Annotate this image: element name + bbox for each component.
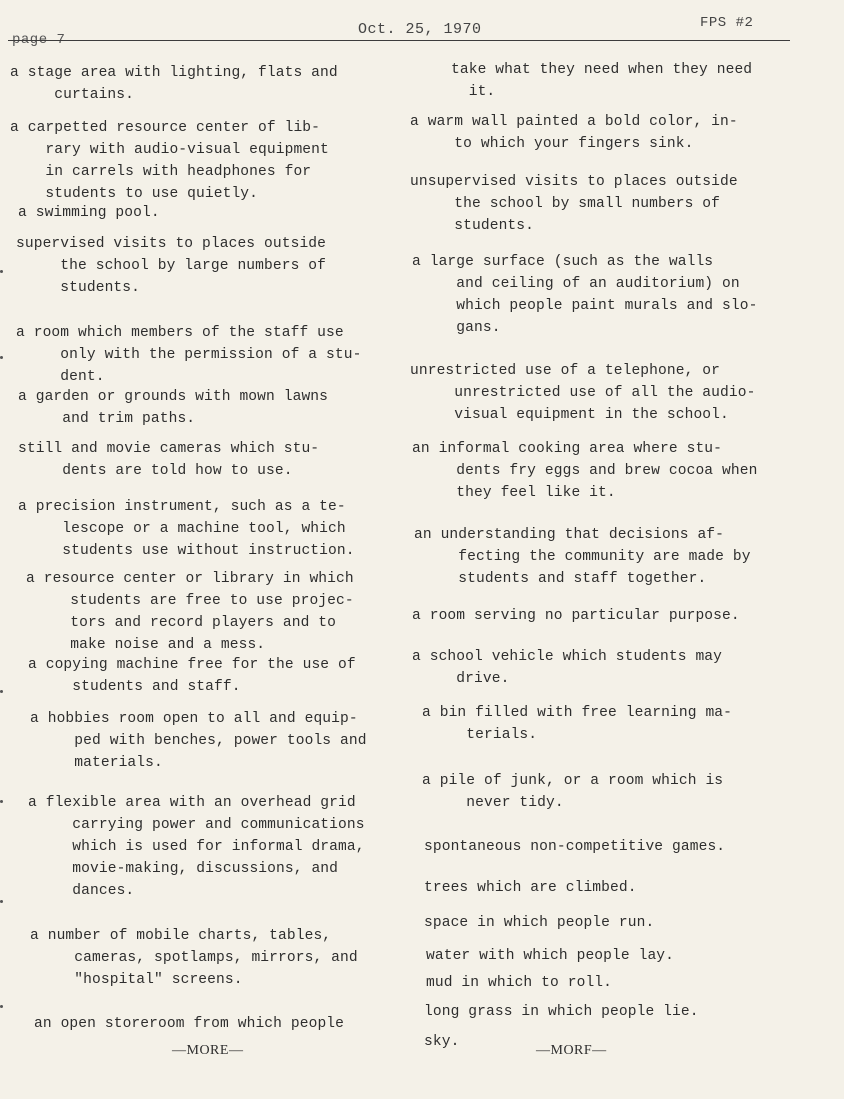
- right-list-item: space in which people run.: [424, 915, 655, 931]
- document-code: FPS #2: [700, 15, 754, 31]
- left-list-item: a precision instrument, such as a te- lescope or a machine tool, which students use without instruction.: [18, 499, 355, 559]
- right-list-item: a large surface (such as the walls and ceiling of an auditorium) on which people paint murals and slo- gans.: [412, 254, 758, 336]
- right-list-item: a bin filled with free learning ma- terials.: [422, 705, 733, 743]
- right-list-item: a pile of junk, or a room which is never tidy.: [422, 773, 724, 811]
- margin-mark: [0, 900, 3, 903]
- right-list-item: water with which people lay.: [426, 948, 675, 964]
- margin-mark: [0, 1005, 3, 1008]
- right-list-item: a room serving no particular purpose.: [412, 608, 740, 624]
- right-list-item: a warm wall painted a bold color, in- to which your fingers sink.: [410, 114, 738, 152]
- left-list-item: a room which members of the staff use only with the permission of a stu- dent.: [16, 325, 362, 385]
- right-more-label: —MORF—: [536, 1043, 607, 1058]
- left-list-item: still and movie cameras which stu- dents are told how to use.: [18, 441, 320, 479]
- right-list-item: long grass in which people lie.: [424, 1004, 699, 1020]
- right-list-item: an informal cooking area where stu- dents fry eggs and brew cocoa when they feel like it.: [412, 441, 758, 501]
- margin-mark: [0, 800, 3, 803]
- right-list-item: unrestricted use of a telephone, or unrestricted use of all the audio- visual equipment in the school.: [410, 363, 756, 423]
- left-list-item: a carpetted resource center of lib- rary with audio-visual equipment in carrels with headphones for students to use quietly.: [10, 120, 329, 202]
- left-more-label: —MORE—: [172, 1043, 244, 1058]
- left-list-item: a stage area with lighting, flats and curtains.: [10, 65, 338, 103]
- right-list-item: an understanding that decisions af- fecting the community are made by students and staff together.: [414, 527, 751, 587]
- left-list-item: a garden or grounds with mown lawns and trim paths.: [18, 389, 329, 427]
- right-list-item: take what they need when they need it.: [451, 62, 753, 100]
- left-list-item: a flexible area with an overhead grid carrying power and communications which is used for informal drama, movie-making, discussions, and dances.: [28, 795, 365, 899]
- left-list-item: supervised visits to places outside the school by large numbers of students.: [16, 236, 327, 296]
- right-list-item: a school vehicle which students may drive.: [412, 649, 723, 687]
- margin-mark: [0, 270, 3, 273]
- right-list-item: unsupervised visits to places outside the school by small numbers of students.: [410, 174, 738, 234]
- header-rule: [8, 40, 790, 41]
- left-list-item: a number of mobile charts, tables, cameras, spotlamps, mirrors, and "hospital" screens.: [30, 928, 358, 988]
- left-list-item: a resource center or library in which students are free to use projec- tors and record players and to make noise and a mess.: [26, 571, 354, 653]
- document-date: Oct. 25, 1970: [358, 21, 482, 38]
- left-list-item: a hobbies room open to all and equip- ped with benches, power tools and materials.: [30, 711, 367, 771]
- left-list-item: a swimming pool.: [18, 205, 160, 221]
- right-list-item: mud in which to roll.: [426, 975, 613, 991]
- left-list-item: an open storeroom from which people: [34, 1016, 345, 1032]
- right-list-item: trees which are climbed.: [424, 880, 637, 896]
- right-list-item: spontaneous non-competitive games.: [424, 839, 726, 855]
- left-list-item: a copying machine free for the use of students and staff.: [28, 657, 356, 695]
- page-number: page 7: [12, 32, 66, 48]
- margin-mark: [0, 356, 3, 359]
- margin-mark: [0, 690, 3, 693]
- right-list-item: sky.: [424, 1034, 460, 1050]
